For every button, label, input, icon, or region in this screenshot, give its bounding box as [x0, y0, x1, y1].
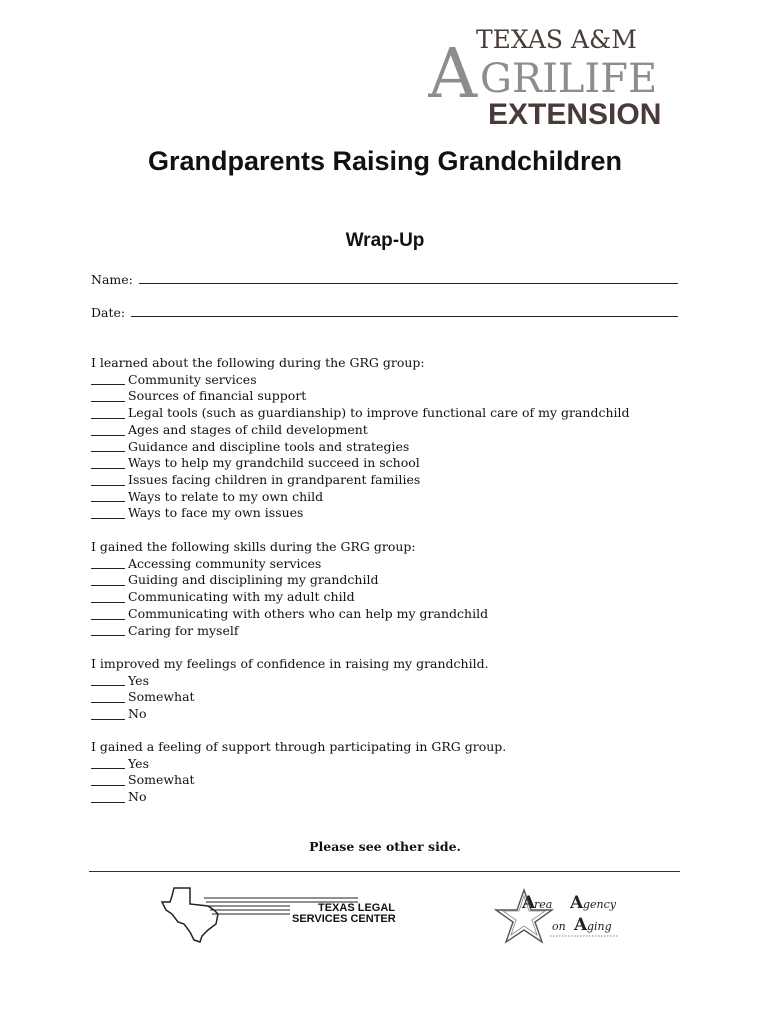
section-heading: I improved my feelings of confidence in raising my grandchild. — [91, 656, 489, 671]
item-label: Caring for myself — [128, 622, 239, 638]
check-blank[interactable] — [91, 500, 125, 502]
list-item — [91, 489, 630, 506]
check-blank[interactable] — [91, 450, 125, 452]
section-confidence — [91, 656, 489, 723]
list-item — [91, 556, 488, 573]
aaa-word-ging: ging — [587, 920, 612, 933]
check-blank[interactable] — [91, 701, 125, 703]
logo-line-extension: EXTENSION — [488, 98, 662, 130]
aaa-word-gency: gency — [583, 898, 617, 911]
list-item — [91, 472, 630, 489]
logo-line-agrilife: GRILIFE — [480, 56, 658, 102]
aaa-word-rea: rea — [534, 898, 553, 911]
list-item — [91, 623, 488, 640]
item-label: Yes — [128, 672, 149, 688]
aaa-a3: A — [574, 915, 588, 935]
texas-outline-icon — [162, 888, 218, 942]
section-support — [91, 739, 506, 806]
section-learned — [91, 355, 630, 522]
aaa-word-on: on — [552, 920, 566, 933]
section-heading: I learned about the following during the GRG group: — [91, 355, 425, 370]
item-label: Accessing community services — [128, 555, 322, 571]
date-label: Date: — [91, 305, 126, 320]
section-heading: I gained a feeling of support through participating in GRG group. — [91, 739, 507, 754]
item-label: Communicating with others who can help my grandchild — [128, 605, 489, 621]
list-item — [91, 772, 506, 789]
check-blank[interactable] — [91, 767, 125, 769]
check-blank[interactable] — [91, 383, 125, 385]
tlsc-line1: TEXAS LEGAL — [318, 902, 396, 914]
check-blank[interactable] — [91, 467, 125, 469]
list-item — [91, 405, 630, 422]
list-item — [91, 589, 488, 606]
logo-line-texas-am: TEXAS A&M — [476, 25, 637, 54]
aaa-a1: A — [522, 893, 536, 913]
item-label: No — [128, 706, 147, 722]
list-item — [91, 455, 630, 472]
item-label: Guidance and discipline tools and strategies — [128, 438, 410, 454]
item-label: Somewhat — [128, 772, 195, 788]
check-blank[interactable] — [91, 684, 125, 686]
check-blank[interactable] — [91, 417, 125, 419]
item-label: Ages and stages of child development — [128, 421, 368, 437]
list-item — [91, 606, 488, 623]
see-other-side-note: Please see other side. — [309, 839, 461, 854]
aaa-a2: A — [570, 893, 584, 913]
check-blank[interactable] — [91, 618, 125, 620]
item-label: Yes — [128, 755, 149, 771]
check-blank[interactable] — [91, 634, 125, 636]
name-underline[interactable] — [139, 282, 678, 284]
list-item — [91, 422, 630, 439]
check-blank[interactable] — [91, 584, 125, 586]
texas-legal-services-center-logo — [160, 884, 400, 944]
item-label: Ways to face my own issues — [128, 505, 304, 521]
list-item — [91, 505, 630, 522]
item-label: Guiding and disciplining my grandchild — [128, 572, 379, 588]
item-label: Sources of financial support — [128, 388, 307, 404]
section-skills — [91, 539, 488, 639]
check-blank[interactable] — [91, 434, 125, 436]
check-blank[interactable] — [91, 400, 125, 402]
list-item — [91, 572, 488, 589]
item-label: Ways to help my grandchild succeed in school — [128, 455, 420, 471]
item-label: Community services — [128, 371, 257, 387]
item-label: Issues facing children in grandparent families — [128, 471, 421, 487]
name-field[interactable] — [91, 272, 678, 287]
list-item — [91, 673, 489, 690]
check-blank[interactable] — [91, 801, 125, 803]
list-item — [91, 439, 630, 456]
item-label: Ways to relate to my own child — [128, 488, 324, 504]
date-field[interactable] — [91, 305, 678, 320]
list-item — [91, 689, 489, 706]
texas-am-agrilife-extension-logo — [428, 22, 690, 130]
logo-big-a: A — [428, 35, 478, 114]
check-blank[interactable] — [91, 484, 125, 486]
tlsc-line2: SERVICES CENTER — [292, 913, 396, 925]
check-blank[interactable] — [91, 601, 125, 603]
section-heading: I gained the following skills during the GRG group: — [91, 539, 416, 554]
list-item — [91, 789, 506, 806]
list-item — [91, 706, 489, 723]
item-label: Legal tools (such as guardianship) to improve functional care of my grandchild — [128, 405, 630, 421]
list-item — [91, 388, 630, 405]
name-label: Name: — [91, 272, 133, 287]
list-item — [91, 372, 630, 389]
check-blank[interactable] — [91, 718, 125, 720]
footer-divider — [89, 871, 680, 872]
page-subtitle: Wrap-Up — [345, 230, 425, 251]
date-underline[interactable] — [131, 315, 678, 317]
item-label: Communicating with my adult child — [128, 589, 355, 605]
item-label: Somewhat — [128, 689, 195, 705]
check-blank[interactable] — [91, 567, 125, 569]
check-blank[interactable] — [91, 784, 125, 786]
area-agency-on-aging-logo — [494, 884, 634, 948]
check-blank[interactable] — [91, 517, 125, 519]
list-item — [91, 756, 506, 773]
page-title: Grandparents Raising Grandchildren — [147, 146, 623, 176]
item-label: No — [128, 789, 147, 805]
